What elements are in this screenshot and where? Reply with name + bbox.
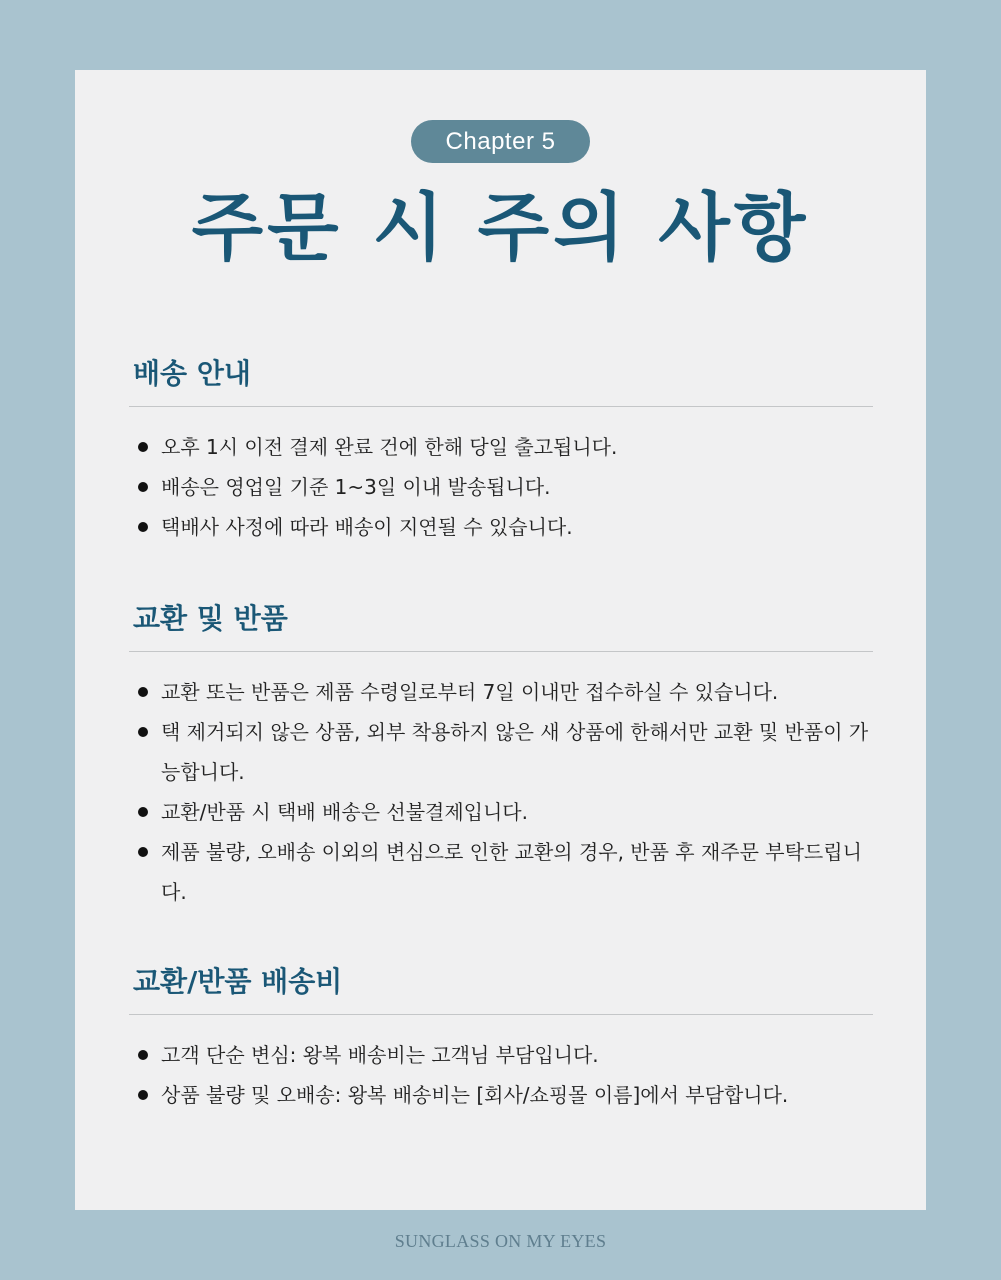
- bullet-icon: [138, 687, 148, 697]
- list-item: [129, 1035, 873, 1075]
- list-item-text: 교환 또는 반품은 제품 수령일로부터 7일 이내만 접수하실 수 있습니다.: [161, 680, 779, 704]
- list-item: [129, 792, 873, 832]
- bullet-icon: [138, 442, 148, 452]
- chapter-badge: Chapter 5: [411, 120, 590, 163]
- list-item-text: 상품 불량 및 오배송: 왕복 배송비는 [회사/쇼핑몰 이름]에서 부담합니다.: [161, 1083, 789, 1107]
- list-item: [129, 467, 873, 507]
- bullet-icon: [138, 727, 148, 737]
- notice-card: [75, 70, 926, 1210]
- bullet-icon: [138, 482, 148, 492]
- list-item-text: 배송은 영업일 기준 1~3일 이내 발송됩니다.: [161, 475, 551, 499]
- list-item-text: 오후 1시 이전 결제 완료 건에 한해 당일 출고됩니다.: [161, 435, 618, 459]
- list-item-text: 교환/반품 시 택배 배송은 선불결제입니다.: [161, 800, 528, 824]
- bullet-icon: [138, 1090, 148, 1100]
- shipping-list: [129, 427, 873, 547]
- bullet-icon: [138, 847, 148, 857]
- list-item: [129, 1075, 873, 1115]
- section-return-shipping-fee: [129, 962, 873, 1115]
- bullet-icon: [138, 1050, 148, 1060]
- section-divider: [129, 406, 873, 407]
- section-heading: 배송 안내: [133, 357, 251, 390]
- list-item: [129, 672, 873, 712]
- shipping-fee-list: [129, 1035, 873, 1115]
- section-divider: [129, 651, 873, 652]
- list-item: [129, 507, 873, 547]
- list-item-text: 택 제거되지 않은 상품, 외부 착용하지 않은 새 상품에 한해서만 교환 및 반품이 가능합니다.: [161, 720, 869, 784]
- list-item: [129, 712, 873, 792]
- list-item-text: 제품 불량, 오배송 이외의 변심으로 인한 교환의 경우, 반품 후 재주문 부탁드립니다.: [161, 840, 862, 904]
- page-title: 주문 시 주의 사항: [191, 185, 810, 271]
- exchange-return-list: [129, 672, 873, 912]
- bullet-icon: [138, 522, 148, 532]
- section-heading: 교환 및 반품: [133, 602, 288, 635]
- list-item-text: 고객 단순 변심: 왕복 배송비는 고객님 부담입니다.: [161, 1043, 599, 1067]
- section-divider: [129, 1014, 873, 1015]
- list-item-text: 택배사 사정에 따라 배송이 지연될 수 있습니다.: [161, 515, 573, 539]
- list-item: [129, 832, 873, 912]
- section-exchange-return: [129, 599, 873, 912]
- section-shipping: [129, 354, 873, 547]
- list-item: [129, 427, 873, 467]
- bullet-icon: [138, 807, 148, 817]
- footer-brand: SUNGLASS ON MY EYES: [394, 1231, 607, 1251]
- section-heading: 교환/반품 배송비: [133, 965, 343, 998]
